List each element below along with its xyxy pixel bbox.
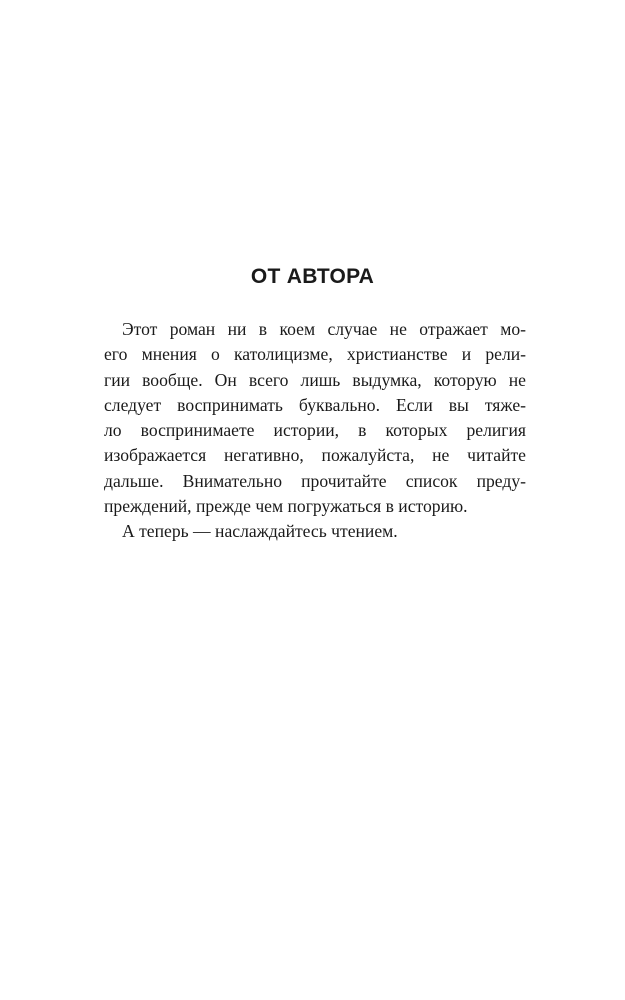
text-line: дальше. Внимательно прочитайте список преду- — [104, 470, 526, 491]
paragraph-1 — [104, 317, 526, 519]
text-line: его мнения о католицизме, христианстве и рели- — [104, 344, 526, 365]
paragraph-2 — [104, 519, 526, 544]
text-line: Этот роман ни в коем случае не отражает мо- — [122, 319, 526, 339]
author-note-text — [104, 317, 526, 545]
text-line: изображается негативно, пожалуйста, не читайте — [104, 445, 526, 466]
text-line: А теперь — наслаждайтесь чтением. — [122, 521, 398, 542]
text-line: следует воспринимать буквально. Если вы тяже- — [104, 394, 526, 415]
text-line: гии вообще. Он всего лишь выдумка, которую не — [104, 369, 526, 390]
page-title: ОТ АВТОРА — [250, 265, 375, 288]
text-line: преждений, прежде чем погружаться в историю. — [104, 496, 468, 517]
text-line: ло воспринимаете истории, в которых религия — [104, 420, 526, 441]
